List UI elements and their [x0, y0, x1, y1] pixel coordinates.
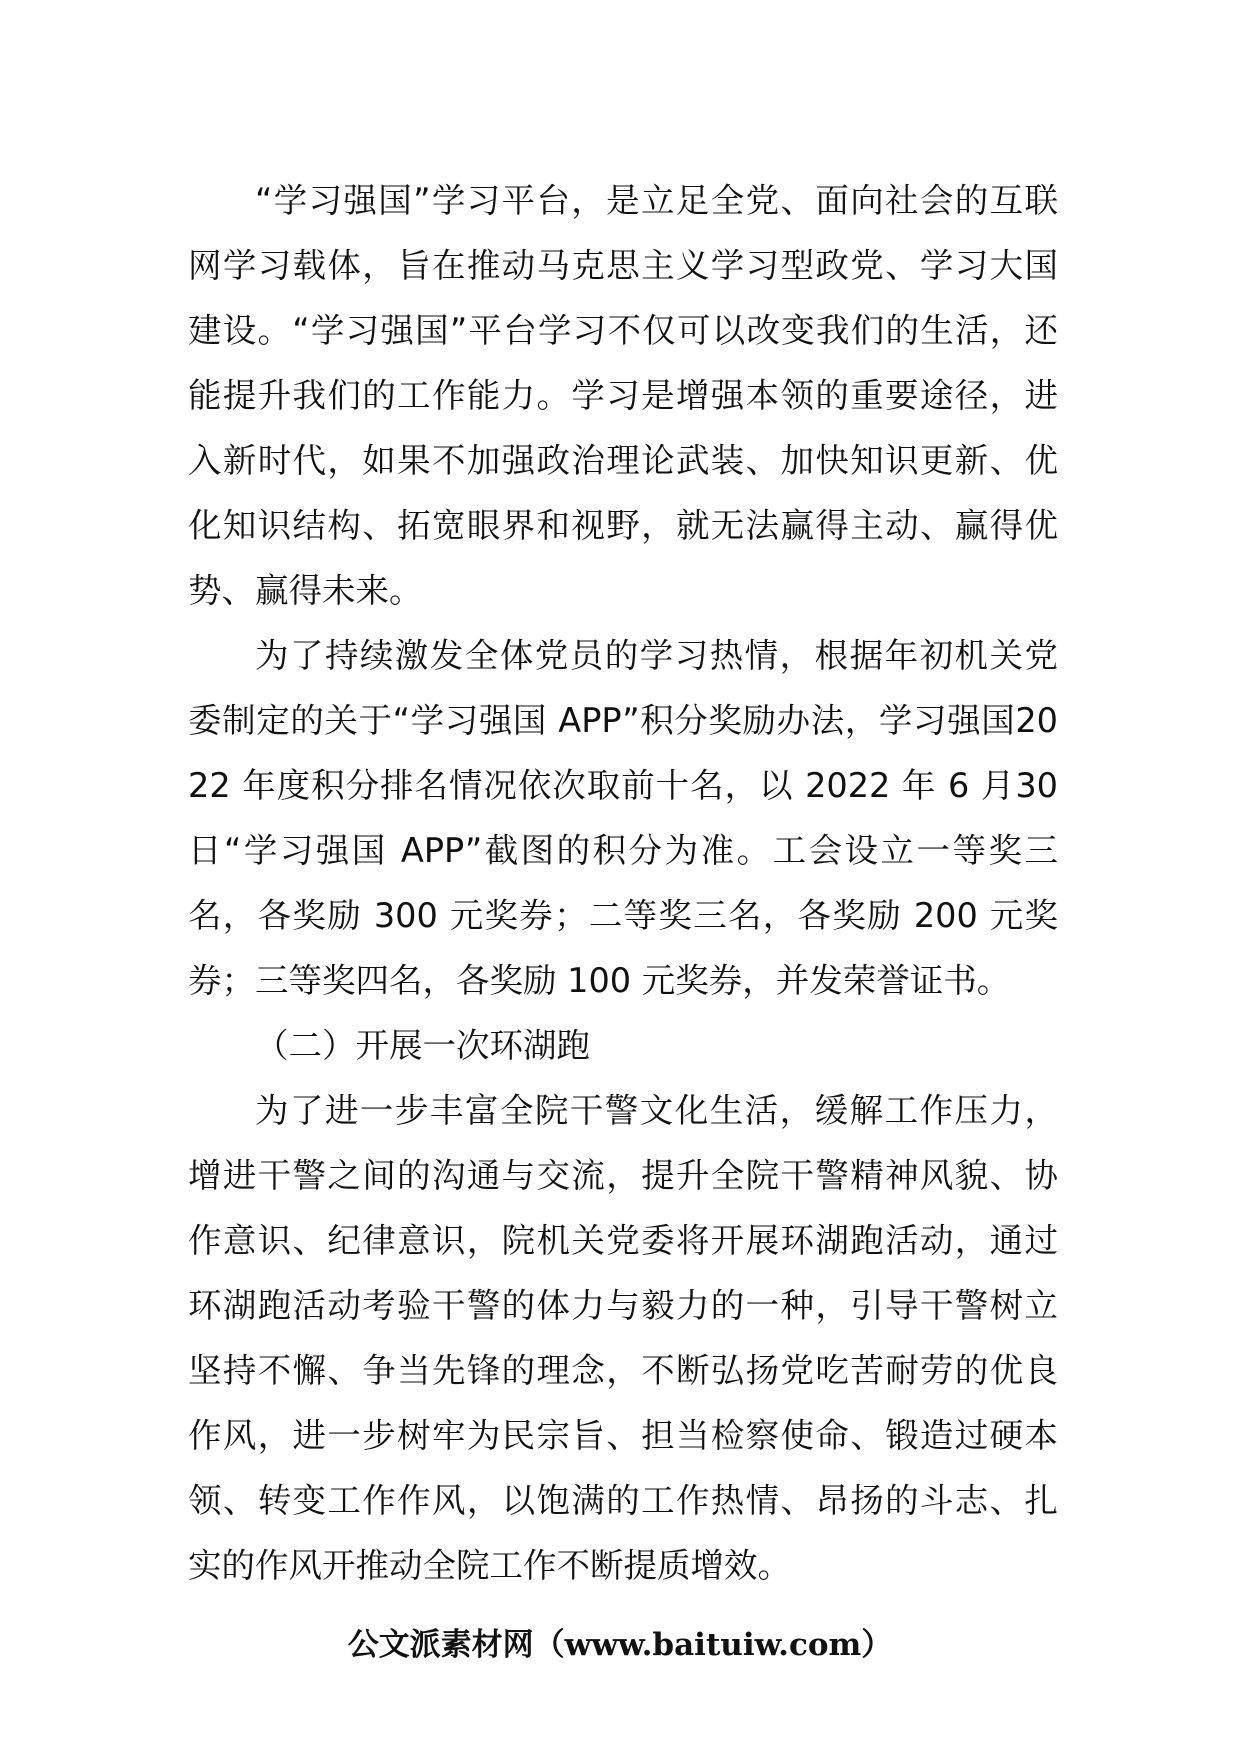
paragraph-lake-run-activity: 为了进一步丰富全院干警文化生活，缓解工作压力，增进干警之间的沟通与交流，提升全院干警精神风貌、协作意识、纪律意识，院机关党委将开展环湖跑活动，通过环湖跑活动考验干警的体力与毅力的一种，引导干警树立坚持不懈、争当先锋的理念，不断弘扬党吃苦耐劳的优良作风，进一步树牢为民宗旨、担当检察使命、锻造过硬本领、转变工作作风，以饱满的工作热情、昂扬的斗志、扎实的作风开推动全院工作不断提质增效。	[188, 1091, 1058, 1585]
document-body	[188, 168, 1058, 1598]
section-heading-lake-run: （二）开展一次环湖跑	[255, 1026, 590, 1065]
paragraph-points-reward: 为了持续激发全体党员的学习热情，根据年初机关党委制定的关于“学习强国 APP”积分奖励办法，学习强国2022 年度积分排名情况依次取前十名，以 2022 年 6 月30 日“学习强国 APP”截图的积分为准。工会设立一等奖三名，各奖励 300 元奖券；二等奖三名，各奖励 200 元奖券；三等奖四名，各奖励 100 元奖券，并发荣誉证书。	[188, 636, 1058, 1000]
paragraph-xuexi-qiangguo-intro: “学习强国”学习平台，是立足全党、面向社会的互联网学习载体，旨在推动马克思主义学习型政党、学习大国建设。“学习强国”平台学习不仅可以改变我们的生活，还能提升我们的工作能力。学习是增强本领的重要途径，进入新时代，如果不加强政治理论武装、加快知识更新、优化知识结构、拓宽眼界和视野，就无法赢得主动、赢得优势、赢得未来。	[188, 181, 1058, 610]
footer-watermark: 公文派素材网（www.baituiw.com）	[347, 1627, 893, 1663]
